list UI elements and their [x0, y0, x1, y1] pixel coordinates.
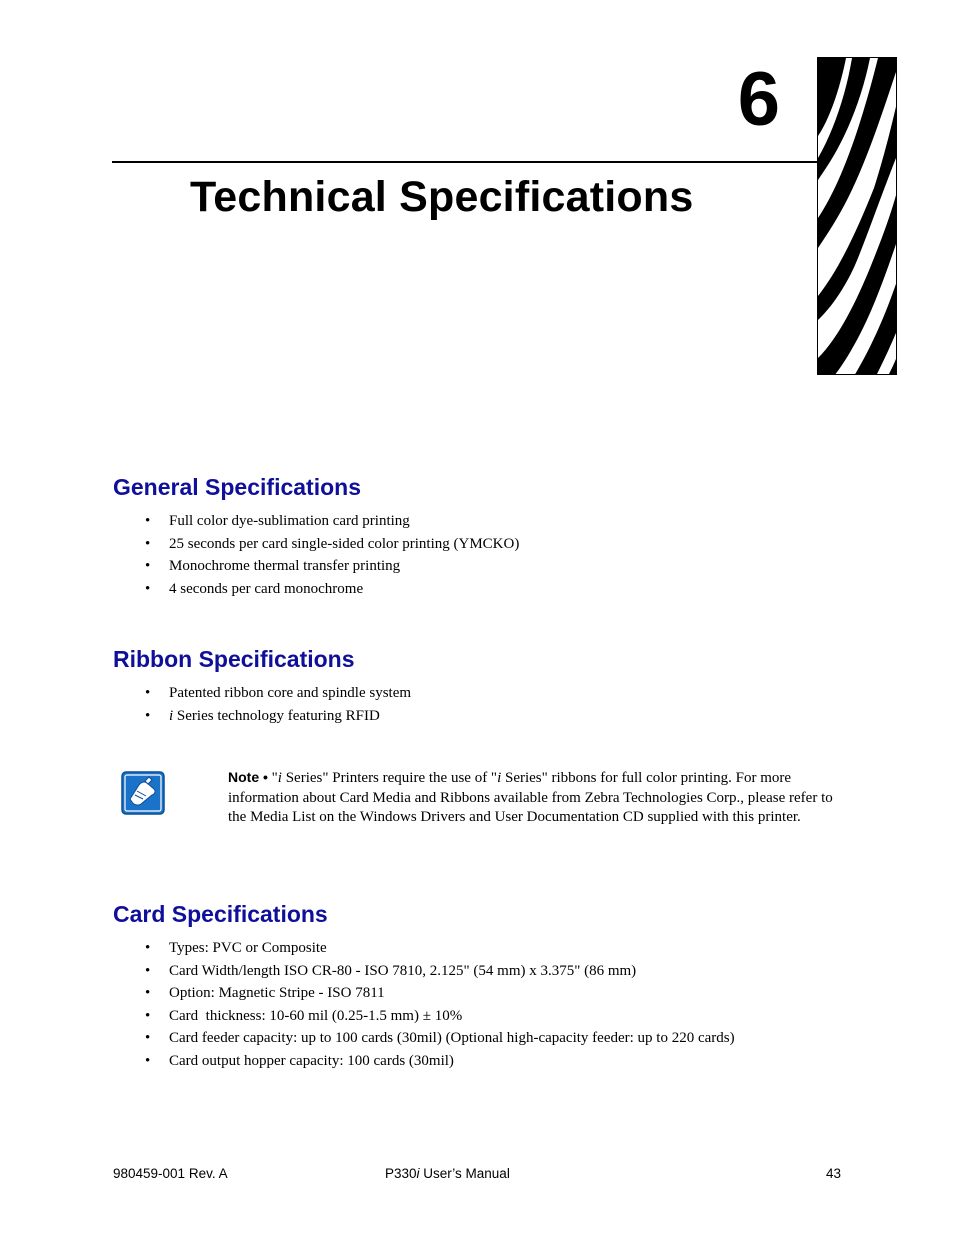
- note-italic-i: i: [497, 770, 502, 786]
- footer-doc-number: 980459-001 Rev. A: [113, 1166, 228, 1181]
- list-item-text: Option: Magnetic Stripe - ISO 7811: [169, 985, 385, 1002]
- bullet-glyph: •: [145, 1030, 151, 1047]
- section-heading-card: Card Specifications: [113, 901, 328, 927]
- list-item-text: 25 seconds per card single-sided color printing (YMCKO): [169, 535, 520, 552]
- card-specs-list: [145, 937, 735, 1073]
- section-heading-ribbon: Ribbon Specifications: [113, 646, 355, 672]
- list-item: [145, 1050, 735, 1073]
- list-item-text: Card feeder capacity: up to 100 cards (30mil) (Optional high-capacity feeder: up to 220 cards): [169, 1030, 735, 1047]
- list-item: [145, 510, 519, 533]
- zebra-stripe-graphic: [817, 57, 897, 375]
- i-series-italic: i: [169, 707, 174, 724]
- list-item: [145, 982, 735, 1005]
- zebra-stripes: [818, 58, 897, 375]
- footer-manual-prefix: P330: [385, 1166, 417, 1181]
- list-item: [145, 555, 519, 578]
- list-item-text: Types: PVC or Composite: [169, 940, 327, 956]
- note-label: Note •: [228, 769, 268, 785]
- list-item-text: Full color dye-sublimation card printing: [169, 513, 410, 529]
- bullet-glyph: •: [145, 580, 151, 597]
- list-item-text: Monochrome thermal transfer printing: [169, 558, 401, 575]
- bullet-glyph: •: [145, 513, 151, 529]
- bullet-glyph: •: [145, 1052, 151, 1069]
- chapter-rule: [112, 161, 817, 163]
- list-item: [145, 578, 519, 601]
- list-item-text: Card Width/length ISO CR-80 - ISO 7810, 2.125" (54 mm) x 3.375" (86 mm): [169, 962, 637, 979]
- bullet-glyph: •: [145, 707, 151, 724]
- list-item: [145, 533, 519, 556]
- list-item: [145, 937, 735, 960]
- footer-manual-title: [385, 1166, 510, 1181]
- section-heading-general: General Specifications: [113, 474, 361, 500]
- bullet-glyph: •: [145, 685, 151, 701]
- footer-manual-suffix: User’s Manual: [419, 1166, 510, 1181]
- chapter-number: 6: [737, 57, 780, 142]
- list-item-text: Patented ribbon core and spindle system: [169, 685, 412, 701]
- list-item-text: Series technology featuring RFID: [173, 707, 380, 724]
- bullet-glyph: •: [145, 1007, 151, 1024]
- note-text: [228, 768, 843, 828]
- list-item-text: Card thickness: 10-60 mil (0.25-1.5 mm) ± 10%: [169, 1007, 463, 1024]
- list-item: [145, 960, 735, 983]
- bullet-glyph: •: [145, 940, 151, 956]
- list-item: [145, 1005, 735, 1028]
- footer-manual-italic: i: [416, 1166, 420, 1181]
- list-item: [145, 705, 411, 728]
- chapter-title: Technical Specifications: [190, 173, 694, 221]
- bullet-glyph: •: [145, 985, 151, 1002]
- bullet-glyph: •: [145, 962, 151, 979]
- note-quote: ": [267, 770, 278, 786]
- footer-page-number: 43: [826, 1166, 842, 1181]
- bullet-glyph: •: [145, 558, 151, 575]
- note-segment: Series" ribbons for full color printing. For more information about Card Media and Ribbons available from Zebra Technologies Corp., please refer to the Media List on the Windows Drivers and User Documentation CD supplied with this printer.: [228, 770, 833, 826]
- note-segment: Series" Printers require the use of ": [281, 770, 498, 786]
- note-hand-icon: [121, 771, 165, 815]
- general-specs-list: [145, 510, 519, 600]
- bullet-glyph: •: [145, 535, 151, 552]
- ribbon-specs-list: [145, 682, 411, 727]
- list-item-text: 4 seconds per card monochrome: [169, 580, 364, 597]
- list-item: [145, 682, 411, 705]
- list-item-text: Card output hopper capacity: 100 cards (30mil): [169, 1052, 454, 1069]
- list-item: [145, 1027, 735, 1050]
- note-italic-i: i: [277, 770, 282, 786]
